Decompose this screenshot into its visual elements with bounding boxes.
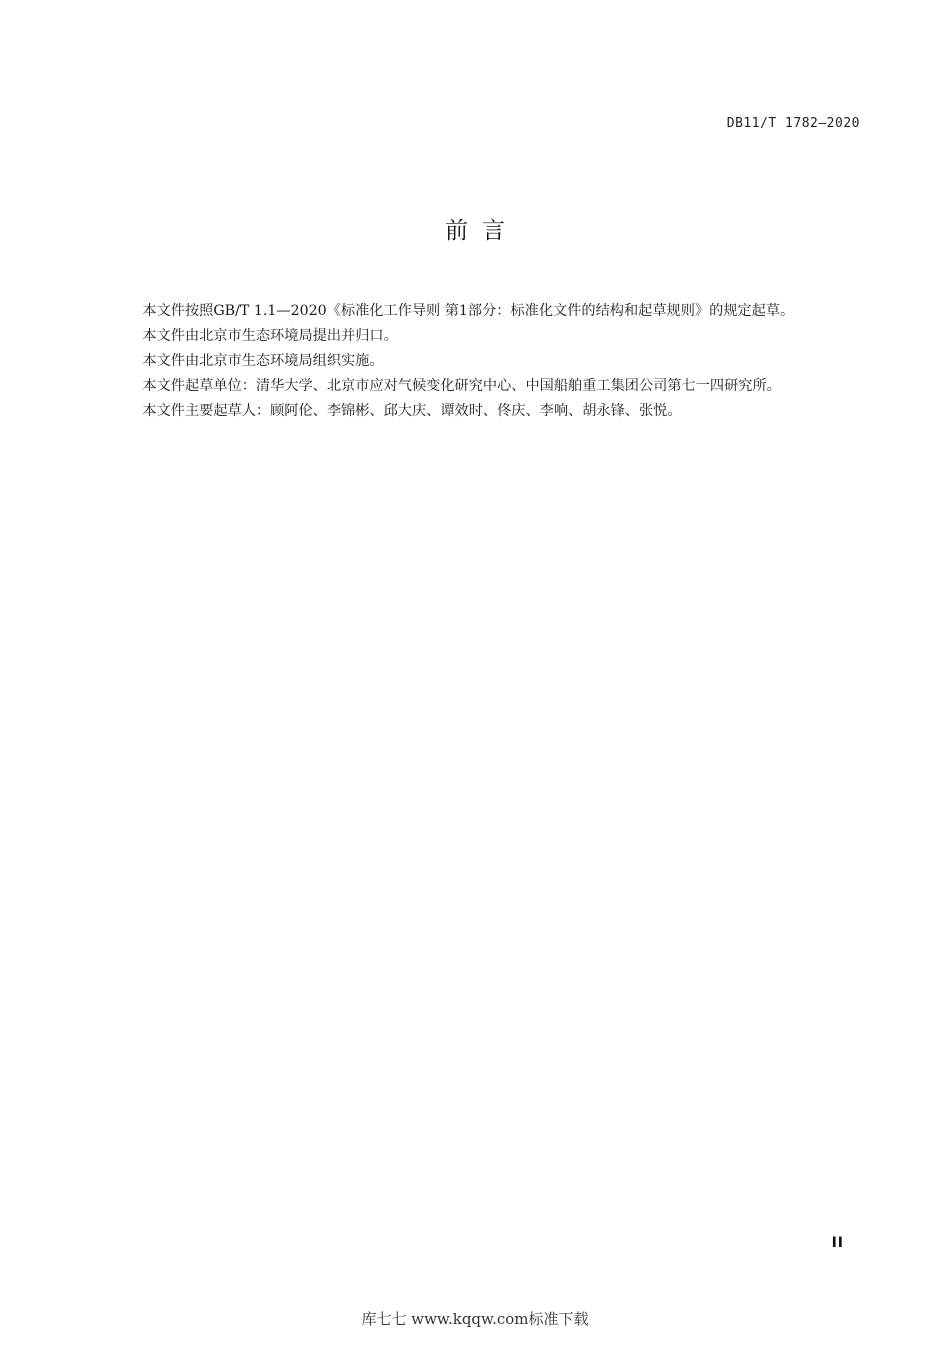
page-title: 前言 — [445, 218, 519, 244]
foreword-body — [114, 299, 860, 424]
paragraph-drafters: 本文件主要起草人：顾阿伦、李锦彬、邱大庆、谭效时、佟庆、李响、胡永锋、张悦。 — [142, 403, 682, 419]
paragraph-proposed-by: 本文件由北京市生态环境局提出并归口。 — [142, 328, 398, 344]
paragraph-drafting-units: 本文件起草单位：清华大学、北京市应对气候变化研究中心、中国船舶重工集团公司第七一四研究所。 — [142, 378, 781, 394]
download-footer: 库七七 www.kqqw.com标准下载 — [361, 1310, 589, 1328]
page-number: II — [831, 1235, 844, 1251]
paragraph-drafting-rules: 本文件按照GB/T 1.1—2020《标准化工作导则 第1部分：标准化文件的结构和起草规则》的规定起草。 — [142, 303, 795, 319]
paragraph-implemented-by: 本文件由北京市生态环境局组织实施。 — [142, 353, 384, 369]
document-code: DB11/T 1782—2020 — [726, 116, 860, 131]
